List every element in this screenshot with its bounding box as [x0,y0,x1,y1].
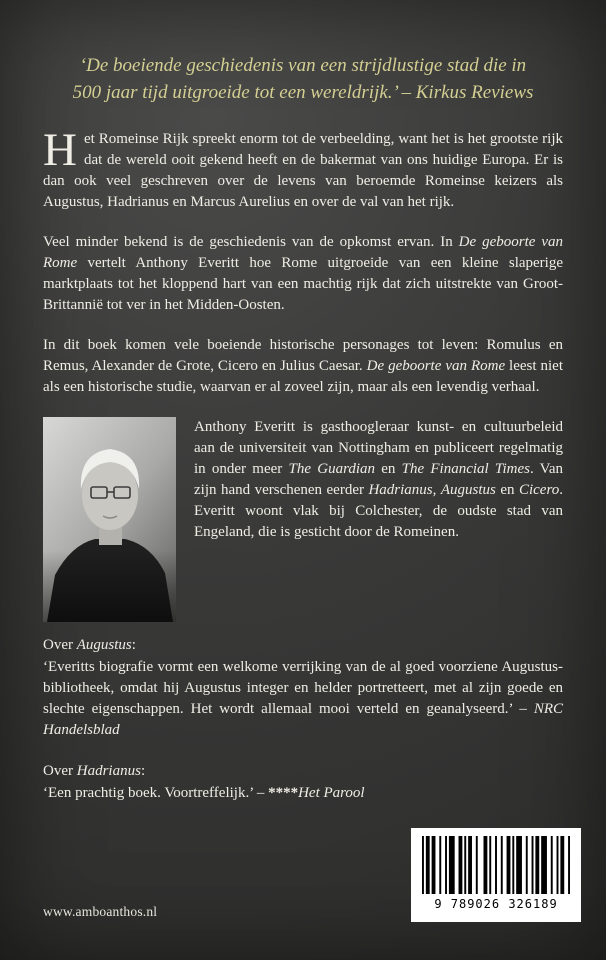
author-bio: Anthony Everitt is gasthoogleraar kunst- en cultuurbeleid aan de universiteit van Nottingham en publiceert regelmatig in onder meer The Guardian en The Financial Times. Van zijn hand verschenen eerder Hadrianus, Augustus en Cicero. Everitt woont vlak bij Colchester, de oudste stad van Engeland, die is gesticht door de Romeinen. [194,419,563,540]
review-heading-hadrianus: Over Hadrianus: [43,763,146,779]
review-heading-augustus: Over Augustus: [43,637,136,653]
author-portrait-illustration [43,417,176,622]
praise-quote-line-1: ‘De boeiende geschiedenis van een strijdlustige stad die in [79,55,527,76]
barcode-bars [422,836,570,894]
publisher-website: www.amboanthos.nl [43,904,158,919]
synopsis-paragraph-2: Veel minder bekend is de geschiedenis van de opkomst ervan. In De geboorte van Rome vertelt Anthony Everitt hoe Rome uitgroeide van een kleine slaperige marktplaats tot het kloppend hart van een machtig rijk dat zich uitstrekte van Groot-Brittannië tot ver in het Midden-Oosten. [43,234,564,313]
author-section [43,417,563,622]
synopsis-paragraph-3: In dit boek komen vele boeiende historische personages tot leven: Romulus en Remus, Alexander de Grote, Cicero en Julius Caesar. De geboorte van Rome leest niet als een historische studie, waarvan er al zoveel zijn, maar als een levendig verhaal. [43,337,563,395]
drop-cap: H [43,124,77,176]
praise-quote-line-2: 500 jaar tijd uitgroeide tot een wereldrijk.’ – Kirkus Reviews [72,82,534,103]
synopsis-paragraph-1 [43,124,563,213]
synopsis [43,124,564,398]
barcode-number: 9 789026 326189 [434,897,558,911]
cover-praise-quote [43,52,563,106]
press-reviews [43,635,563,804]
author-photo [43,417,176,622]
synopsis-paragraph-1-text: et Romeinse Rijk spreekt enorm tot de verbeelding, want het is het grootste rijk dat de wereld ooit gekend heeft en de bakermat van ons huidige Europa. Er is dan ook veel geschreven over de levens van beroemde Romeinse keizers als Augustus, Hadrianus en Marcus Aurelius en over de val van het rijk. [43,131,563,210]
review-quote-augustus: ‘Everitts biografie vormt een welkome verrijking van de al goed voorziene Augustus-bibliotheek, omdat hij Augustus integer en helder portretteert, met al zijn goede en slechte eigenschappen. Het wordt allemaal mooi verteld en geanalyseerd.’ – NRC Handelsblad [43,659,563,738]
review-quote-hadrianus: ‘Een prachtig boek. Voortreffelijk.’ – ****Het Parool [43,785,365,801]
barcode [411,828,581,922]
